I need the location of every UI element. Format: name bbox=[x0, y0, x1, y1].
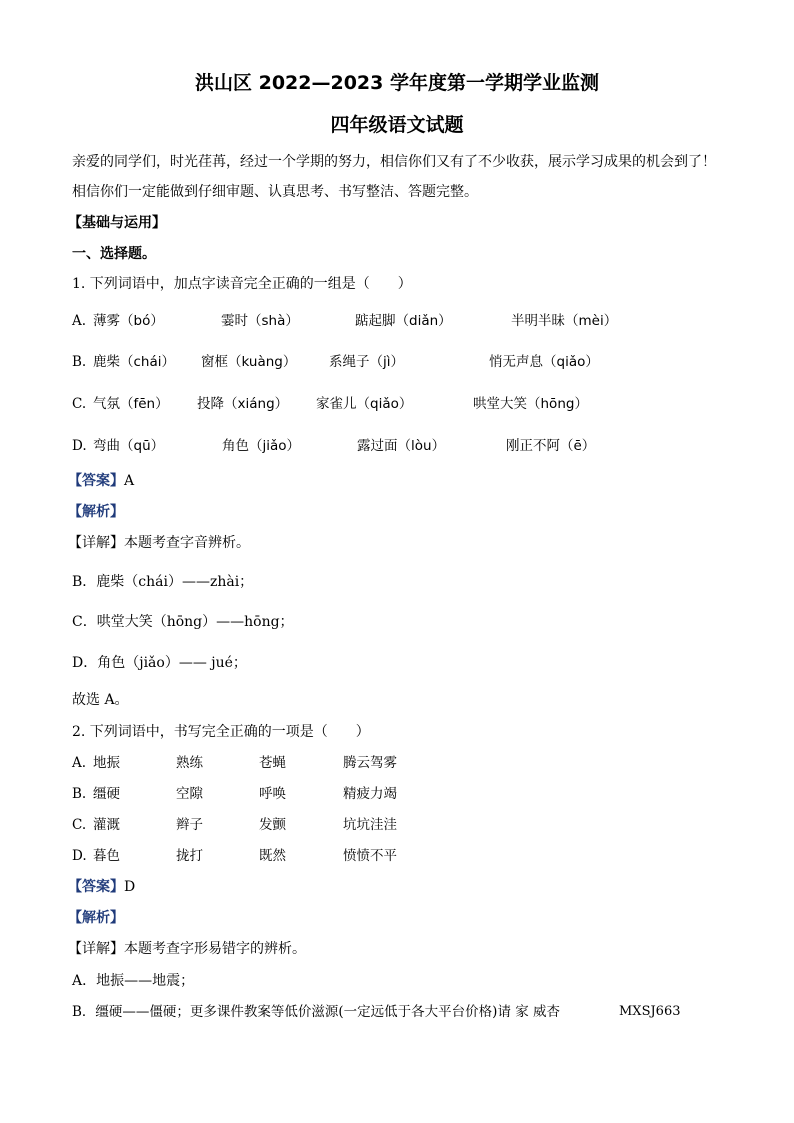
q1-explanation-b: B．鹿柴（chái）——zhài； bbox=[72, 574, 254, 590]
q1-stem: 1. 下列词语中，加点字读音完全正确的一组是（ ） bbox=[72, 276, 412, 292]
option-item: 发颤 bbox=[259, 817, 286, 833]
option-item: 踮起脚（diǎn） bbox=[355, 313, 452, 329]
section-tag: 【基础与运用】 bbox=[68, 215, 166, 231]
detail-tag: 【详解】 bbox=[68, 535, 124, 551]
intro-line-2: 相信你们一定能做到仔细审题、认真思考、书写整洁、答题完整。 bbox=[72, 184, 478, 200]
answer-tag: 【答案】 bbox=[68, 879, 124, 895]
option-item: 半明半昧（mèi） bbox=[511, 313, 618, 329]
answer-value: A bbox=[124, 473, 135, 489]
q1-detail bbox=[68, 533, 250, 553]
q1-explanation-c: C．哄堂大笑（hōng）——hōng； bbox=[72, 614, 294, 630]
option-item: 苍蝇 bbox=[259, 755, 286, 771]
option-label: C. bbox=[72, 396, 87, 412]
q2-analysis-tag: 【解析】 bbox=[68, 910, 124, 926]
answer-value: D bbox=[124, 879, 136, 895]
q2-stem: 2. 下列词语中，书写完全正确的一项是（ ） bbox=[72, 724, 370, 740]
answer-tag: 【答案】 bbox=[68, 473, 124, 489]
detail-text: 本题考查字音辨析。 bbox=[124, 535, 250, 551]
option-item: 窗框（kuàng） bbox=[201, 354, 297, 370]
option-item: 鹿柴（chái） bbox=[93, 354, 176, 370]
page-subtitle: 四年级语文试题 bbox=[330, 114, 464, 136]
option-item: 悄无声息（qiǎo） bbox=[489, 354, 599, 370]
option-item: 缰硬 bbox=[93, 786, 120, 802]
detail-tag: 【详解】 bbox=[68, 941, 124, 957]
footer-code: MXSJ663 bbox=[619, 1004, 681, 1019]
option-item: 露过面（lòu） bbox=[357, 438, 446, 454]
option-label: C. bbox=[72, 817, 87, 833]
option-label: A. bbox=[72, 755, 87, 771]
option-label: A. bbox=[72, 313, 87, 329]
q2-detail bbox=[68, 939, 306, 959]
option-item: 腾云驾雾 bbox=[343, 755, 397, 771]
option-item: 角色（jiǎo） bbox=[222, 438, 301, 454]
option-item: 刚正不阿（ē） bbox=[506, 438, 596, 454]
q1-explanation-d: D．角色（jiǎo）—— jué； bbox=[72, 655, 247, 671]
option-label: B. bbox=[72, 786, 87, 802]
detail-text: 本题考查字形易错字的辨析。 bbox=[124, 941, 306, 957]
option-item: 辫子 bbox=[176, 817, 203, 833]
option-item: 拢打 bbox=[176, 848, 203, 864]
q2-explanation-b: B．缰硬——僵硬；更多课件教案等低价滋源(一定远低于各大平台价格)请 家 威杏 bbox=[72, 1004, 561, 1020]
option-item: 既然 bbox=[259, 848, 286, 864]
intro-line-1: 亲爱的同学们，时光荏苒，经过一个学期的努力，相信你们又有了不少收获，展示学习成果的机会到了！ bbox=[72, 154, 716, 170]
q2-explanation-a: A．地振——地震； bbox=[72, 973, 195, 989]
option-label: D. bbox=[72, 848, 87, 864]
option-item: 呼唤 bbox=[259, 786, 286, 802]
option-item: 暮色 bbox=[93, 848, 120, 864]
option-item: 投降（xiáng） bbox=[197, 396, 289, 412]
option-item: 精疲力竭 bbox=[343, 786, 397, 802]
option-item: 薄雾（bó） bbox=[93, 313, 164, 329]
option-item: 愤愤不平 bbox=[343, 848, 397, 864]
option-item: 霎时（shà） bbox=[221, 313, 299, 329]
option-item: 地振 bbox=[93, 755, 120, 771]
option-item: 家雀儿（qiǎo） bbox=[316, 396, 413, 412]
option-item: 熟练 bbox=[176, 755, 203, 771]
option-item: 空隙 bbox=[176, 786, 203, 802]
option-item: 系绳子（jì） bbox=[329, 354, 405, 370]
option-label: B. bbox=[72, 354, 87, 370]
page-title: 洪山区 2022—2023 学年度第一学期学业监测 bbox=[195, 72, 599, 94]
q1-answer bbox=[68, 471, 134, 491]
section-heading: 一、选择题。 bbox=[72, 246, 156, 262]
option-item: 气氛（fēn） bbox=[93, 396, 169, 412]
option-item: 弯曲（qū） bbox=[93, 438, 165, 454]
option-item: 哄堂大笑（hōng） bbox=[473, 396, 588, 412]
option-label: D. bbox=[72, 438, 87, 454]
option-item: 坑坑洼洼 bbox=[343, 817, 397, 833]
q2-answer bbox=[68, 877, 135, 897]
q1-conclusion: 故选 A。 bbox=[72, 692, 129, 708]
option-item: 灌溉 bbox=[93, 817, 120, 833]
q1-analysis-tag: 【解析】 bbox=[68, 504, 124, 520]
